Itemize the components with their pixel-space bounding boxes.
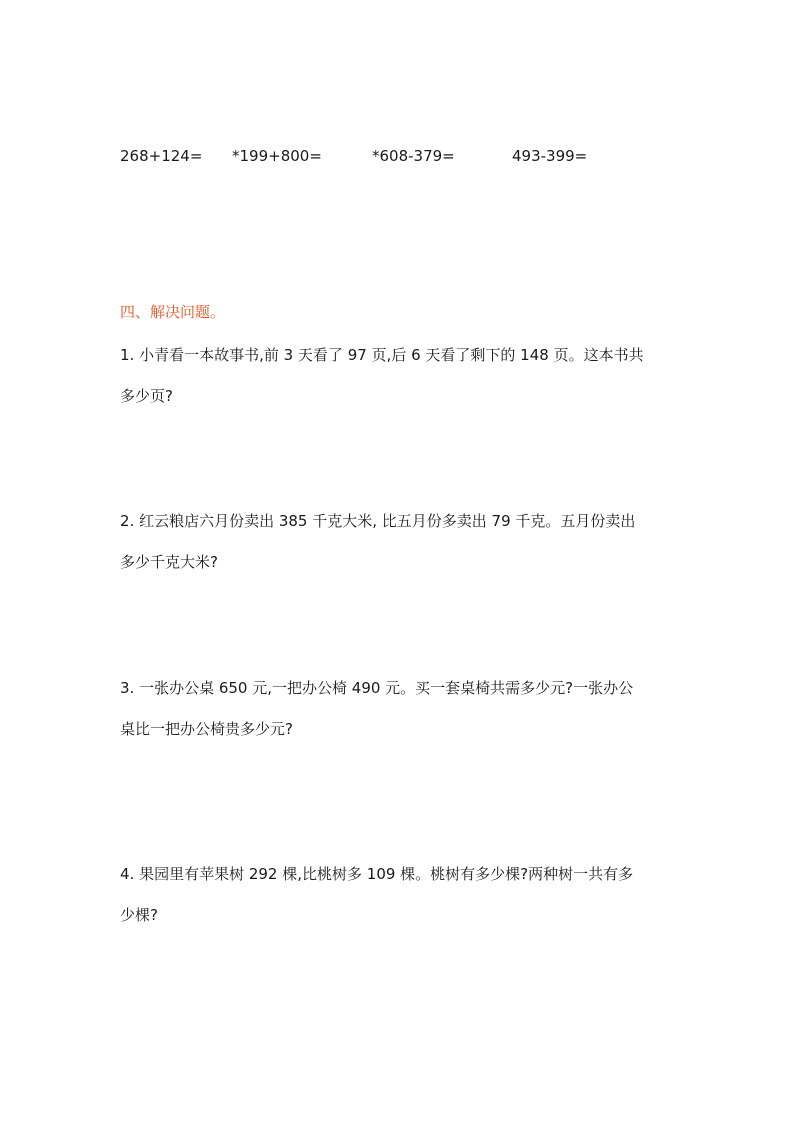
calculation-item: 493-399= — [512, 147, 588, 165]
problem-line: 1. 小青看一本故事书,前 3 天看了 97 页,后 6 天看了剩下的 148 页。这本书共 — [120, 346, 644, 364]
calculation-item: *608-379= — [372, 147, 455, 165]
word-problem-3 — [120, 678, 680, 739]
calculation-item: *199+800= — [232, 147, 322, 165]
problem-line: 桌比一把办公椅贵多少元? — [120, 720, 293, 738]
problem-line: 多少页? — [120, 387, 173, 405]
problem-line: 3. 一张办公桌 650 元,一把办公椅 490 元。买一套桌椅共需多少元?一张办公 — [120, 679, 634, 697]
calculation-item: 268+124= — [120, 147, 203, 165]
problem-line: 4. 果园里有苹果树 292 棵,比桃树多 109 棵。桃树有多少棵?两种树一共有多 — [120, 865, 634, 883]
word-problem-4 — [120, 864, 680, 925]
word-problem-2 — [120, 511, 680, 572]
problem-line: 2. 红云粮店六月份卖出 385 千克大米, 比五月份多卖出 79 千克。五月份卖出 — [120, 512, 636, 530]
problem-line: 多少千克大米? — [120, 553, 218, 571]
problem-line: 少棵? — [120, 906, 158, 924]
section-heading: 四、解决问题。 — [120, 303, 226, 321]
word-problem-1 — [120, 345, 680, 406]
